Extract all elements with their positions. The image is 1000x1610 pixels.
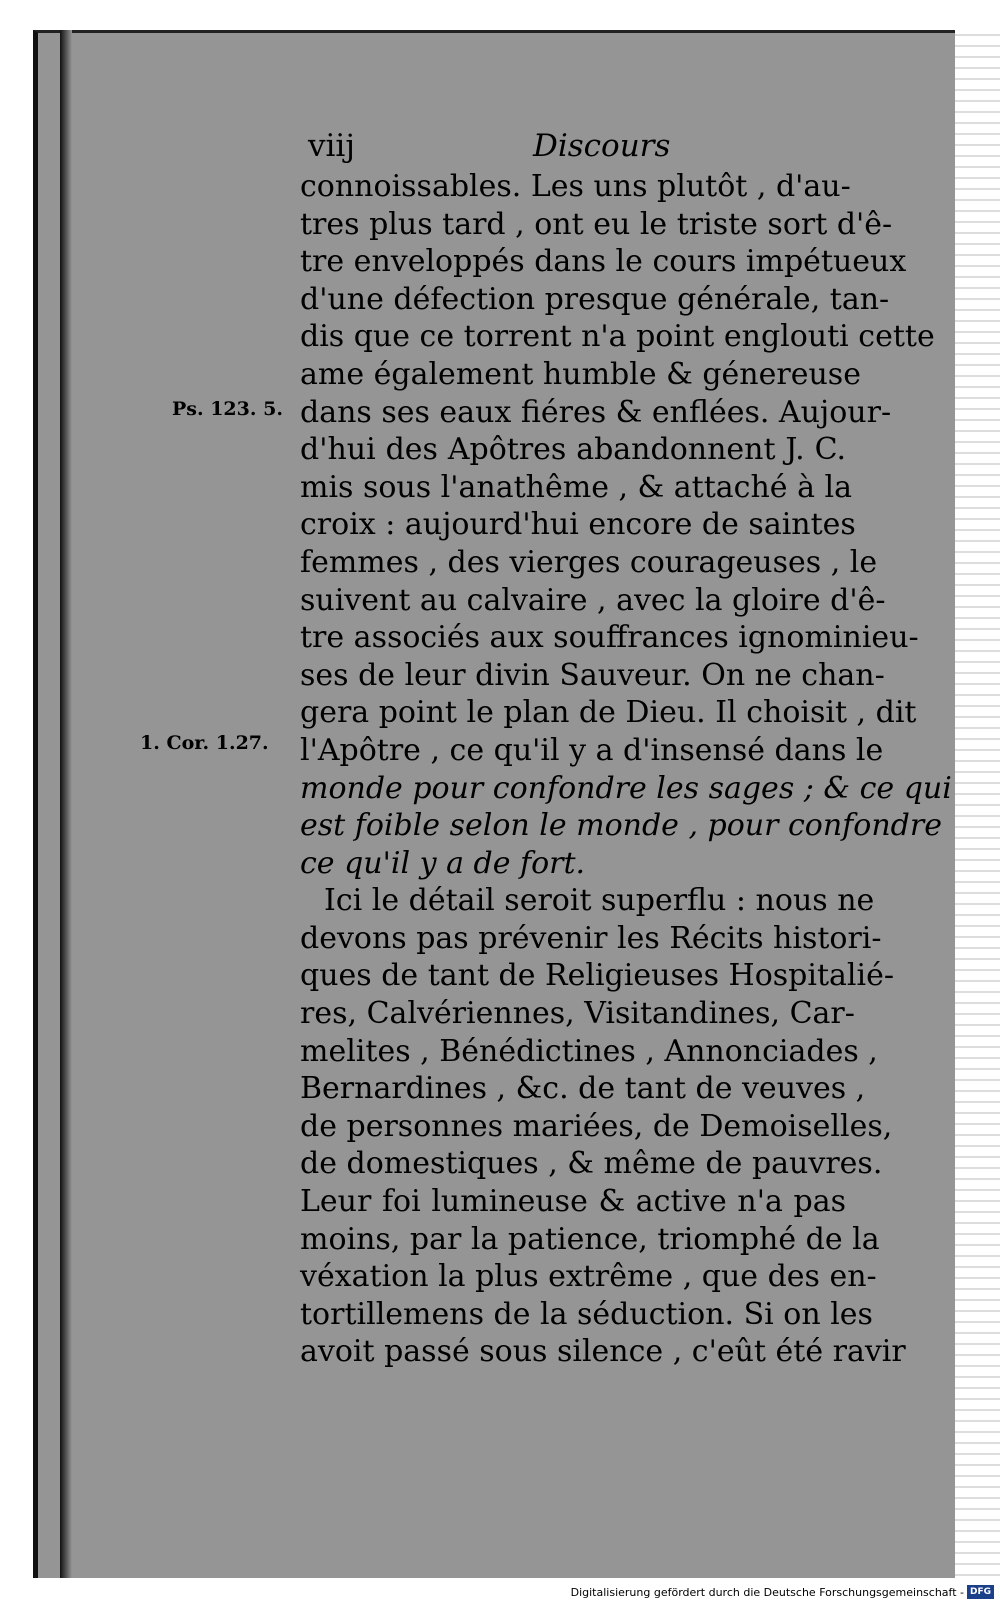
text-line: croix : aujourd'hui encore de saintes	[300, 507, 856, 543]
text-line: dis que ce torrent n'a point englouti cette	[300, 319, 935, 355]
body-text	[300, 168, 952, 1371]
text-line: ques de tant de Religieuses Hospitalié-	[300, 958, 894, 994]
footer-credit: Digitalisierung gefördert durch die Deutsche Forschungsgemeinschaft -	[570, 1586, 964, 1599]
text-line: res, Calvériennes, Visitandines, Car-	[300, 996, 855, 1032]
text-line: Ici le détail seroit superflu : nous ne	[324, 883, 875, 919]
running-title: Discours	[533, 128, 671, 164]
margin-note-psalm: Ps. 123. 5.	[172, 398, 283, 420]
text-line: gera point le plan de Dieu. Il choisit , dit	[300, 695, 917, 731]
text-line: devons pas prévenir les Récits histori-	[300, 920, 882, 956]
text-line: dans ses eaux fiéres & enflées. Aujour-	[300, 394, 892, 430]
text-line: mis sous l'anathême , & attaché à la	[300, 469, 852, 505]
text-line: véxation la plus extrême , que des en-	[300, 1259, 877, 1295]
page-gutter-shadow	[60, 30, 72, 1578]
margin-note-corinthians: 1. Cor. 1.27.	[140, 732, 269, 754]
text-line: de domestiques , & même de pauvres.	[300, 1146, 883, 1182]
text-line: d'hui des Apôtres abandonnent J. C.	[300, 432, 846, 468]
text-line: l'Apôtre , ce qu'il y a d'insensé dans le	[300, 732, 884, 768]
text-line: tortillemens de la séduction. Si on les	[300, 1296, 873, 1332]
text-line: tre enveloppés dans le cours impétueux	[300, 244, 907, 280]
page-edge-noise	[955, 30, 1000, 1578]
text-line: ame également humble & génereuse	[300, 356, 861, 392]
text-line: tre associés aux souffrances ignominieu-	[300, 620, 919, 656]
text-line: Leur foi lumineuse & active n'a pas	[300, 1184, 846, 1220]
digitization-footer	[0, 1578, 1000, 1610]
text-line: monde pour confondre les sages ; & ce qui	[300, 770, 952, 806]
page-header	[308, 128, 868, 172]
dfg-logo: DFG	[967, 1585, 994, 1599]
text-line: d'une défection presque générale, tan-	[300, 281, 890, 317]
text-line: moins, par la patience, triomphé de la	[300, 1221, 880, 1257]
text-line: melites , Bénédictines , Annonciades ,	[300, 1033, 878, 1069]
text-line: connoissables. Les uns plutôt , d'au-	[300, 169, 851, 204]
text-line: de personnes mariées, de Demoiselles,	[300, 1108, 893, 1144]
text-line: ce qu'il y a de fort.	[300, 845, 586, 881]
text-line: femmes , des vierges courageuses , le	[300, 544, 878, 580]
text-line: tres plus tard , ont eu le triste sort d'ê-	[300, 206, 893, 242]
text-line: suivent au calvaire , avec la gloire d'ê-	[300, 582, 886, 618]
text-line: ses de leur divin Sauveur. On ne chan-	[300, 657, 885, 693]
text-line: Bernardines , &c. de tant de veuves ,	[300, 1071, 866, 1107]
page-number: viij	[308, 128, 355, 164]
text-line: avoit passé sous silence , c'eût été ravir	[300, 1334, 906, 1370]
text-line: est foible selon le monde , pour confondre	[300, 808, 942, 844]
